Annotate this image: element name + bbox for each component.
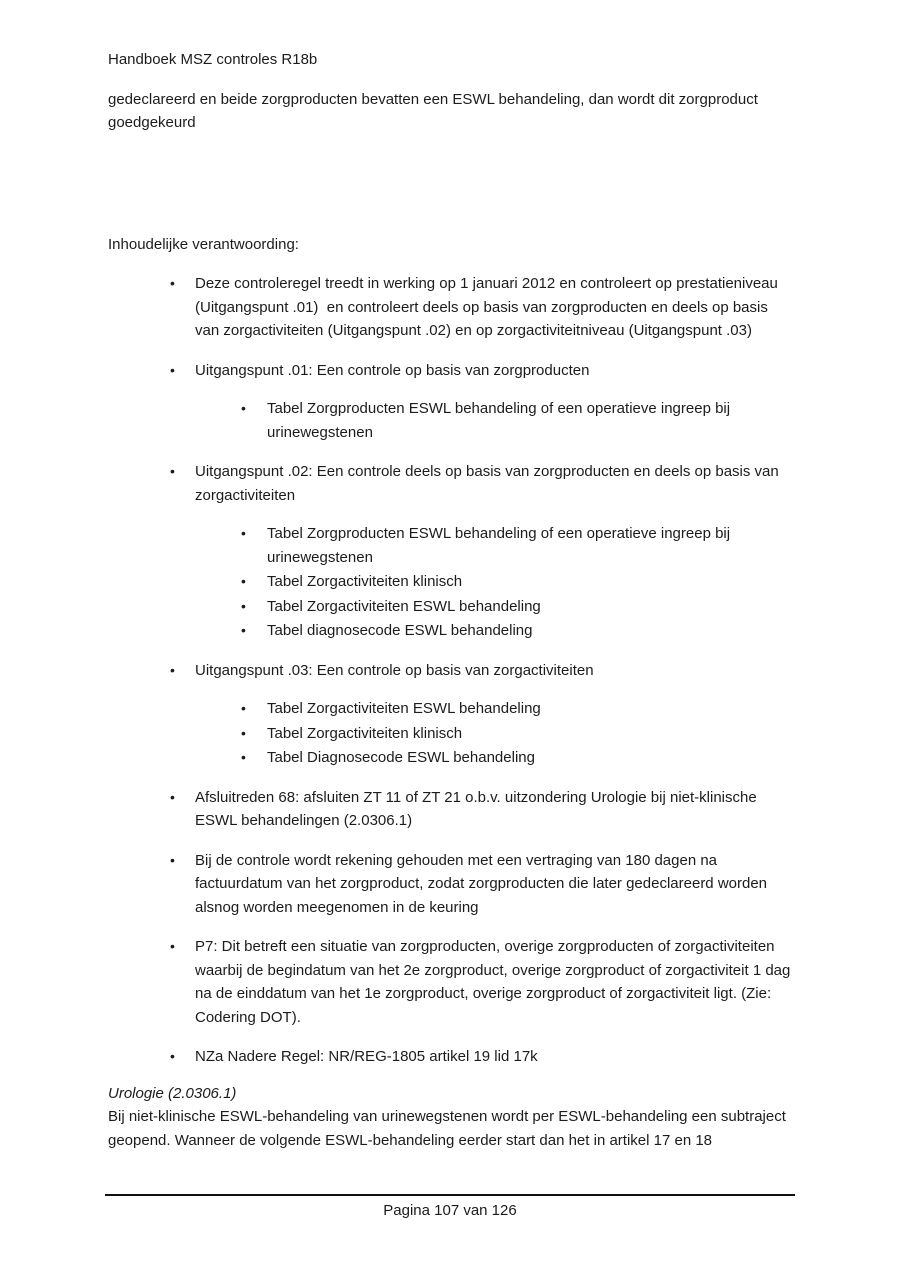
- sub-list-item-text: Tabel Zorgactiviteiten klinisch: [267, 724, 463, 742]
- document-header: Handboek MSZ controles R18b: [108, 51, 318, 68]
- bullet-icon: •: [241, 622, 246, 638]
- bullet-icon: •: [241, 597, 246, 614]
- list-item-text: Uitgangspunt .02: Een controle deels op basis van zorgproducten en deels op basis van zorgactiviteiten: [195, 463, 779, 504]
- bullet-icon: •: [170, 788, 175, 805]
- list-item-text: Uitgangspunt .03: Een controle op basis van zorgactiviteiten: [195, 661, 594, 679]
- sublist: [108, 522, 795, 643]
- sub-list-item: [108, 397, 795, 444]
- sub-list-item: [108, 570, 795, 594]
- sub-list-item: [108, 746, 795, 770]
- sub-list-item-text: Tabel Zorgactiviteiten klinisch: [267, 573, 463, 590]
- list-item: [108, 1045, 795, 1069]
- bullet-icon: •: [241, 573, 246, 589]
- sub-list-item-text: Tabel Diagnosecode ESWL behandeling: [267, 749, 535, 766]
- bullet-icon: •: [241, 700, 246, 716]
- list-item: [108, 359, 795, 383]
- section-heading: Inhoudelijke verantwoording:: [108, 235, 299, 253]
- page-number: Pagina 107 van 126: [383, 1202, 517, 1219]
- bullet-icon: •: [170, 361, 175, 378]
- sub-list-item: [108, 722, 795, 746]
- bullet-icon: •: [241, 724, 246, 741]
- list-item: [108, 849, 795, 920]
- bullet-icon: •: [241, 525, 246, 541]
- list-item-text: P7: Dit betreft een situatie van zorgproducten, overige zorgproducten of zorgactiviteiten waarbij de begindatum van het 2e zorgproduct, overige zorgproduct of zorgactiviteit 1 dag na de einddatum van het 1e zorgproduct, overige zorgproduct of zorgactiviteit ligt. (Zie: Codering DOT).: [195, 938, 791, 1026]
- sub-list-item: [108, 619, 795, 643]
- sub-list-item-text: Tabel Zorgactiviteiten ESWL behandeling: [267, 597, 541, 615]
- bullet-icon: •: [241, 400, 246, 416]
- list-item-text: Afsluitreden 68: afsluiten ZT 11 of ZT 21 o.b.v. uitzondering Urologie bij niet-klinische ESWL behandelingen (2.0306.1): [195, 788, 757, 829]
- list-item: [108, 659, 795, 683]
- sublist: [108, 697, 795, 770]
- bullet-icon: •: [170, 1048, 175, 1064]
- urologie-heading: Urologie (2.0306.1): [108, 1084, 237, 1102]
- intro-paragraph: gedeclareerd en beide zorgproducten bevatten een ESWL behandeling, dan wordt dit zorgproduct goedgekeurd: [108, 90, 758, 131]
- bullet-icon: •: [170, 938, 175, 954]
- sub-list-item: [108, 697, 795, 721]
- closing-paragraph: Bij niet-klinische ESWL-behandeling van urinewegstenen wordt per ESWL-behandeling een subtraject geopend. Wanneer de volgende ESWL-behandeling eerder start dan het in artikel 17 en 18: [108, 1108, 786, 1149]
- bullet-icon: •: [170, 851, 175, 868]
- bullet-icon: •: [170, 661, 175, 678]
- list-item: [108, 460, 795, 507]
- list-item-text: NZa Nadere Regel: NR/REG-1805 artikel 19 lid 17k: [195, 1048, 538, 1065]
- list-item: [108, 786, 795, 833]
- list-item: [108, 272, 795, 343]
- sublist: [108, 397, 795, 444]
- list-item-text: Deze controleregel treedt in werking op 1 januari 2012 en controleert op prestatieniveau (Uitgangspunt .01) en controleert deels op basis van zorgproducten en deels op basis van zorgactiviteiten (Uitgangspunt .02) en op zorgactiviteitniveau (Uitgangspunt .03): [195, 275, 778, 339]
- list-item: [108, 935, 795, 1029]
- bullet-icon: •: [241, 749, 246, 765]
- sub-list-item: [108, 595, 795, 619]
- bullet-icon: •: [170, 275, 175, 291]
- list-item-text: Uitgangspunt .01: Een controle op basis van zorgproducten: [195, 361, 590, 379]
- sub-list-item-text: Tabel Zorgproducten ESWL behandeling of een operatieve ingreep bij urinewegstenen: [267, 400, 731, 441]
- page-footer: [105, 1194, 795, 1223]
- list-item-text: Bij de controle wordt rekening gehouden met een vertraging van 180 dagen na factuurdatum van het zorgproduct, zodat zorgproducten die later gedeclareerd worden alsnog worden meegenomen in de keuring: [195, 851, 768, 916]
- sub-list-item-text: Tabel Zorgactiviteiten ESWL behandeling: [267, 700, 541, 717]
- sub-list-item-text: Tabel diagnosecode ESWL behandeling: [267, 622, 533, 639]
- sub-list-item-text: Tabel Zorgproducten ESWL behandeling of een operatieve ingreep bij urinewegstenen: [267, 525, 731, 566]
- sub-list-item: [108, 522, 795, 569]
- bullet-icon: •: [170, 463, 175, 479]
